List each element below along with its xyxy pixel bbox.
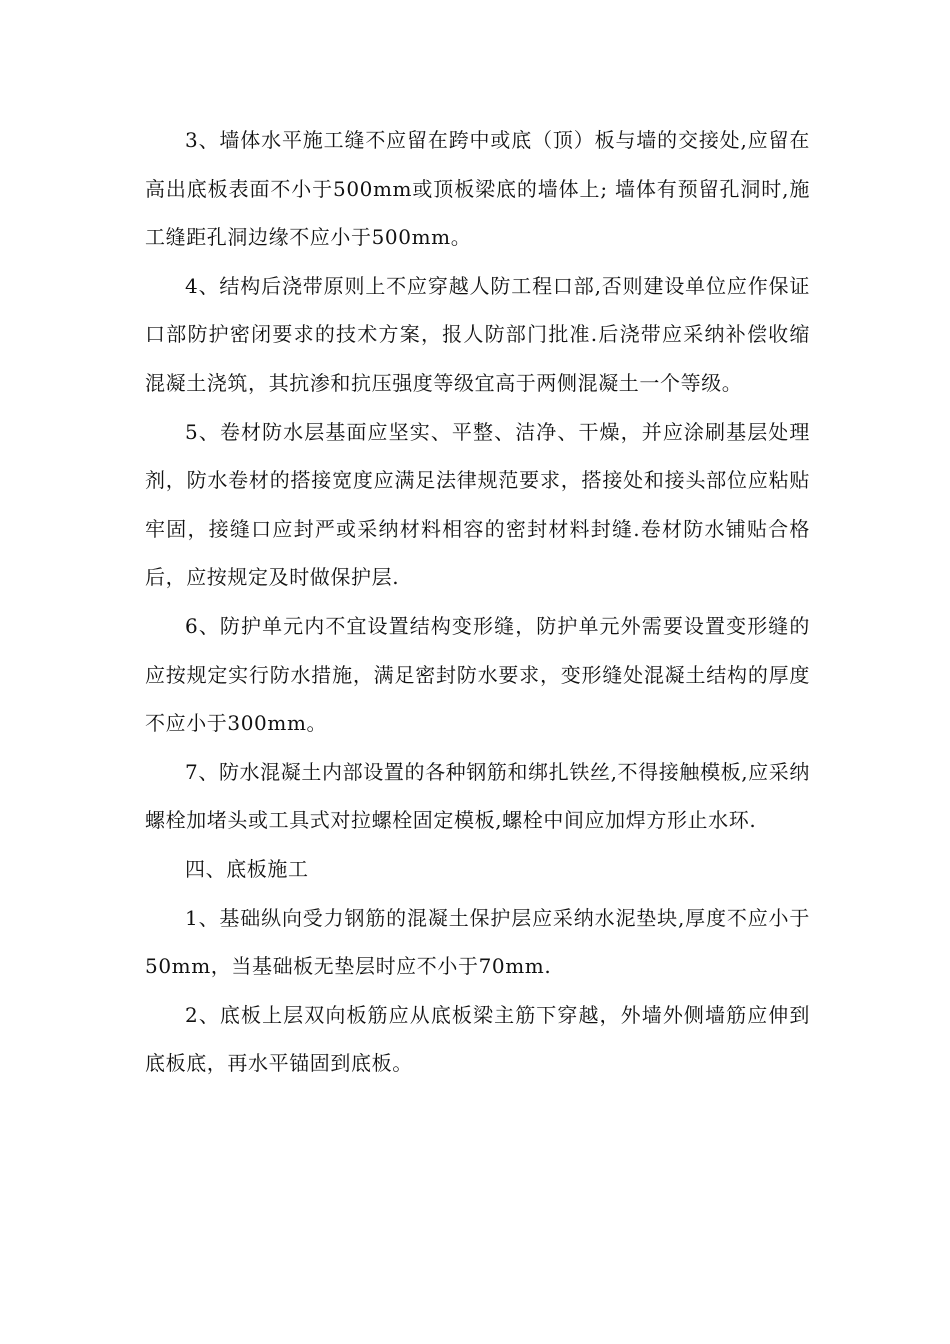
paragraph-7-embedded-steel: 7、防水混凝土内部设置的各种钢筋和绑扎铁丝,不得接触模板,应采纳螺栓加堵头或工具式对拉螺栓固定模板,螺栓中间应加焊方形止水环.	[145, 759, 810, 833]
paragraph-3-construction-joint: 3、墙体水平施工缝不应留在跨中或底（顶）板与墙的交接处,应留在高出底板表面不小于500mm或顶板梁底的墙体上; 墙体有预留孔洞时,施工缝距孔洞边缘不应小于500mm。	[145, 128, 810, 250]
section-heading-base-slab: 四、底板施工	[185, 856, 309, 881]
paragraph-6-deformation-joint: 6、防护单元内不宜设置结构变形缝，防护单元外需要设置变形缝的应按规定实行防水措施，满足密封防水要求，变形缝处混凝土结构的厚度不应小于300mm。	[145, 613, 810, 736]
paragraph-5-membrane-waterproofing: 5、卷材防水层基面应坚实、平整、洁净、干燥，并应涂刷基层处理剂，防水卷材的搭接宽度应满足法律规范要求，搭接处和接头部位应粘贴牢固，接缝口应封严或采纳材料相容的密封材料封缝.卷材防水铺贴合格后，应按规定及时做保护层.	[145, 419, 810, 590]
paragraph-4-post-pour-strip: 4、结构后浇带原则上不应穿越人防工程口部,否则建设单位应作保证口部防护密闭要求的技术方案，报人防部门批准.后浇带应采纳补偿收缩混凝土浇筑，其抗渗和抗压强度等级宜高于两侧混凝土一个等级。	[145, 273, 810, 395]
paragraph-2-slab-reinforcement: 2、底板上层双向板筋应从底板梁主筋下穿越，外墙外侧墙筋应伸到底板底，再水平锚固到底板。	[145, 1002, 810, 1076]
paragraph-1-concrete-cover: 1、基础纵向受力钢筋的混凝土保护层应采纳水泥垫块,厚度不应小于50mm，当基础板无垫层时应不小于70mm.	[145, 905, 810, 979]
document-body	[145, 116, 810, 1088]
